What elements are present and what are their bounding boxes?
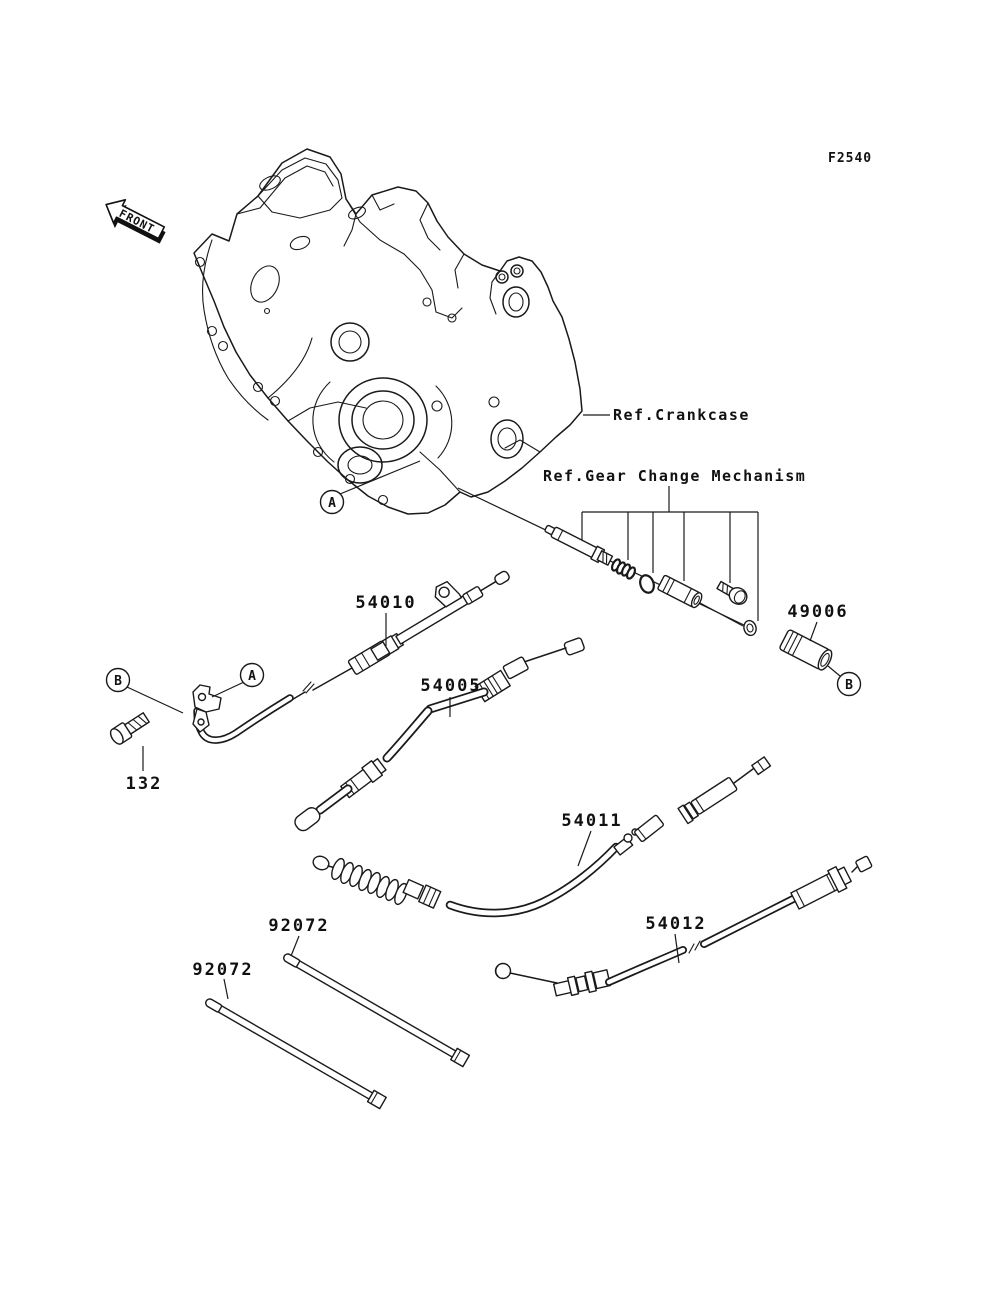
crankcase-drawing (194, 149, 582, 514)
drawing-code: F2540 (828, 151, 873, 166)
callout-a-crankcase-leader (340, 461, 420, 494)
svg-text:B: B (114, 674, 122, 689)
shift-collar (657, 575, 703, 609)
svg-text:A: A (328, 496, 336, 511)
cable-54011-leader (578, 831, 591, 866)
callout-b-right-leader (828, 666, 840, 676)
callout-a-crankcase (321, 491, 344, 514)
callout-a-left (241, 664, 264, 687)
cable-tie-lower-92072 (203, 995, 386, 1108)
washer (742, 619, 757, 637)
svg-text:B: B (845, 678, 853, 693)
pivot-bolt (715, 578, 750, 607)
callout-b-left (107, 669, 130, 692)
part-label-92072-lower: 92072 (192, 960, 254, 980)
callout-b-left-leader (127, 687, 183, 713)
svg-text:A: A (248, 669, 256, 684)
coupling-49006-leader (810, 622, 817, 641)
part-label-132: 132 (125, 774, 163, 794)
cable-tie-upper-leader (291, 936, 299, 956)
cable-tie-lower-leader (224, 979, 228, 999)
return-spring (610, 558, 636, 580)
front-label: FRONT (116, 206, 157, 236)
part-label-54012: 54012 (645, 914, 707, 934)
ref-gear-change-label: Ref.Gear Change Mechanism (543, 467, 807, 485)
cable-54005 (292, 637, 585, 833)
o-ring (638, 573, 656, 594)
gear-shift-shaft (543, 522, 614, 567)
part-label-54005: 54005 (420, 676, 482, 696)
callout-b-right (838, 673, 861, 696)
front-direction-arrow (98, 193, 170, 249)
cable-tie-upper-92072 (281, 950, 469, 1066)
cable-54010 (193, 552, 512, 740)
part-label-54011: 54011 (561, 811, 623, 831)
cable-54011 (311, 757, 770, 913)
part-label-49006: 49006 (787, 602, 849, 622)
coupling-49006 (779, 629, 834, 672)
part-label-54010: 54010 (355, 593, 417, 613)
callout-a-left-leader (212, 682, 244, 697)
part-label-92072-upper: 92072 (268, 916, 330, 936)
bolt-132 (108, 710, 151, 746)
ref-crankcase-label: Ref.Crankcase (613, 406, 750, 424)
